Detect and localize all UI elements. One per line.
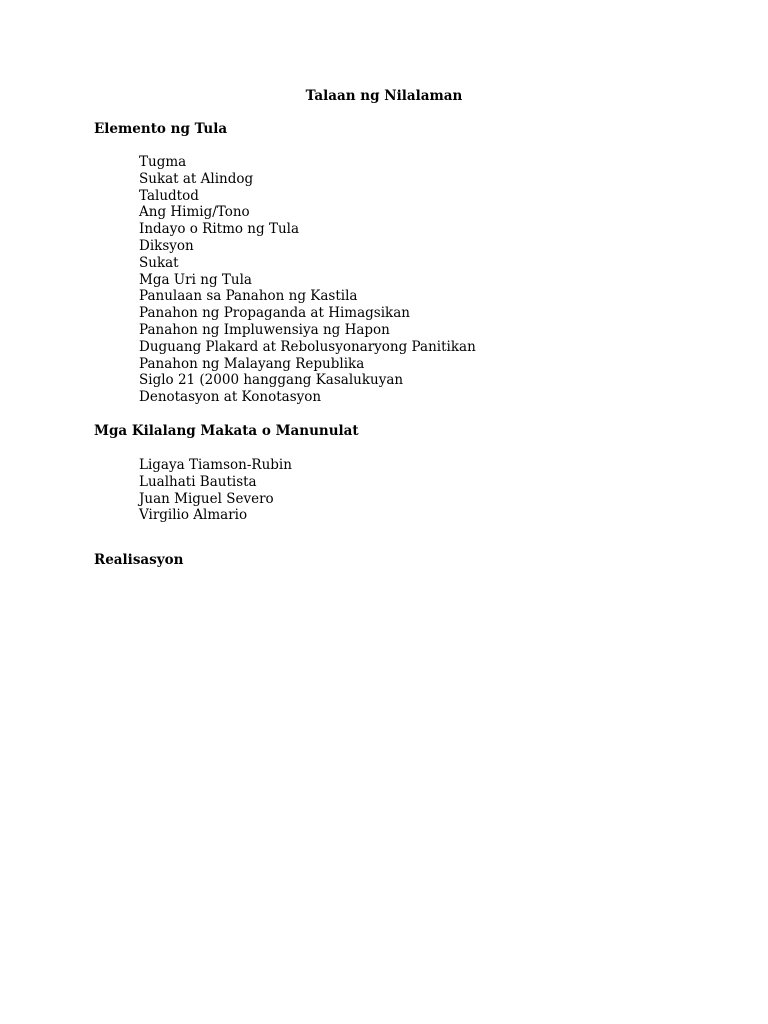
list-item: Panulaan sa Panahon ng Kastila: [139, 288, 358, 305]
section-heading-elemento-ng-tula: Elemento ng Tula: [94, 121, 228, 137]
list-item: Ang Himig/Tono: [139, 204, 250, 221]
section-list-mga-kilalang-makata: [139, 457, 292, 524]
list-item: Panahon ng Impluwensiya ng Hapon: [139, 321, 390, 338]
list-item: Diksyon: [139, 237, 194, 254]
list-item: Sukat: [139, 254, 179, 271]
section-heading-mga-kilalang-makata: Mga Kilalang Makata o Manunulat: [94, 423, 359, 439]
list-item: Indayo o Ritmo ng Tula: [139, 221, 300, 238]
list-item: Taludtod: [139, 187, 199, 204]
page-title: Talaan ng Nilalaman: [305, 88, 463, 104]
list-item: Tugma: [139, 154, 187, 170]
list-item: Juan Miguel Severo: [139, 490, 274, 507]
list-item: Siglo 21 (2000 hanggang Kasalukuyan: [139, 372, 404, 389]
section-heading-realisasyon: Realisasyon: [94, 552, 184, 568]
list-item: Lualhati Bautista: [139, 473, 257, 490]
list-item: Denotasyon at Konotasyon: [139, 389, 322, 406]
section-list-elemento-ng-tula: [139, 154, 476, 406]
list-item: Panahon ng Propaganda at Himagsikan: [139, 305, 410, 322]
list-item: Sukat at Alindog: [139, 170, 254, 187]
list-item: Virgilio Almario: [139, 507, 248, 524]
list-item: Mga Uri ng Tula: [139, 271, 252, 288]
list-item: Duguang Plakard at Rebolusyonaryong Panitikan: [139, 338, 476, 355]
list-item: Ligaya Tiamson-Rubin: [139, 457, 292, 473]
list-item: Panahon ng Malayang Republika: [139, 355, 365, 372]
